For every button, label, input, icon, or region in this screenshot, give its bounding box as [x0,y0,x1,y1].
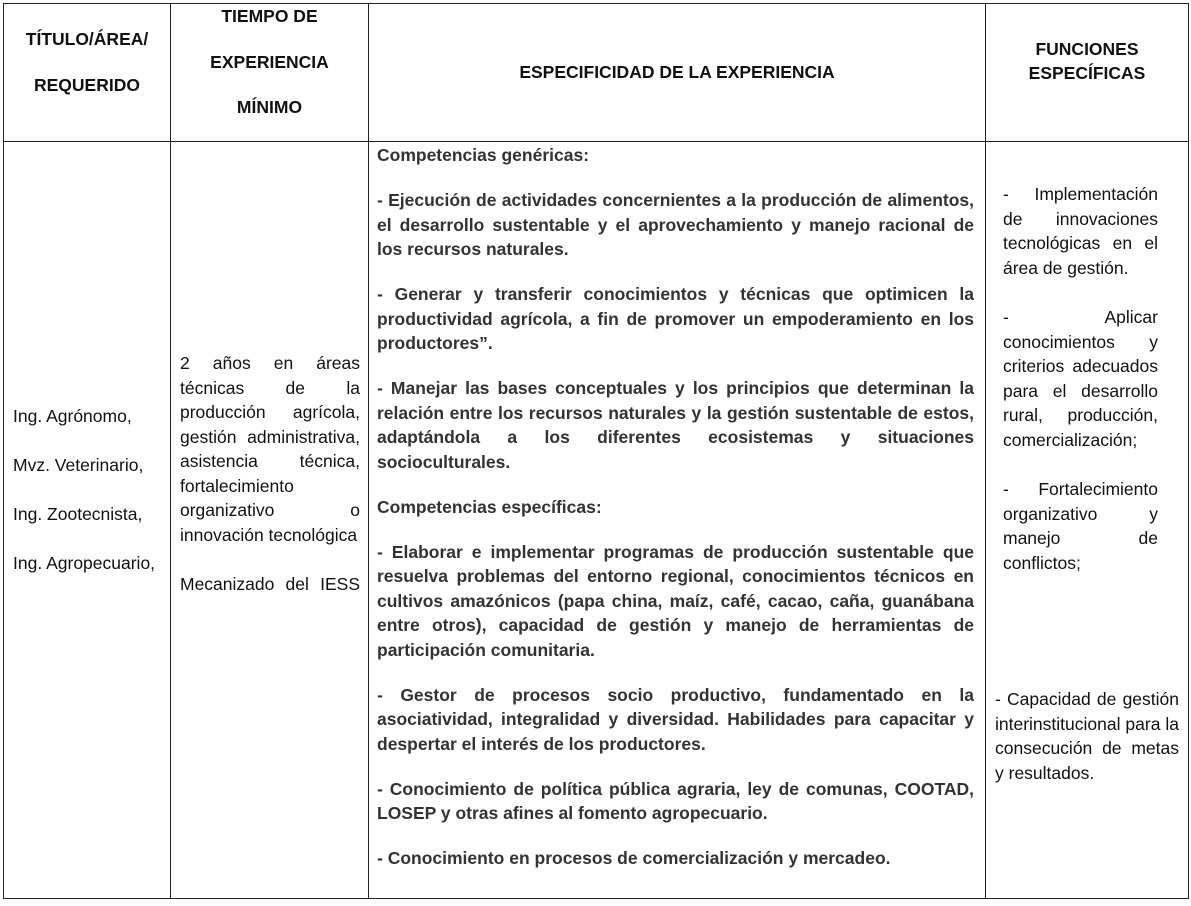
function-item: - Aplicar conocimientos y criterios adecuados para el desarrollo rural, producción, comercialización; [1003,306,1158,450]
competency-item: - Generar y transferir conocimientos y técnicas que optimicen la productividad agrícola, a fin de promover un empoderamiento en los productores”. [377,284,974,353]
header-specific-functions-line-1: FUNCIONES [1035,39,1139,59]
experience-extra-text: Mecanizado del IESS [180,573,360,594]
function-item: - Capacidad de gestión interinstitucional para la consecución de metas y resultados. [995,689,1179,783]
competency-item: - Ejecución de actividades concernientes a la producción de alimentos, el desarrollo sustentable y el aprovechamiento y manejo racional de los recursos naturales. [377,190,974,259]
header-experience-time-line-2: EXPERIENCIA [210,52,329,72]
function-item: - Implementación de innovaciones tecnológicas en el área de gestión. [1003,184,1158,278]
title-item: Ing. Zootecnista, [13,504,143,524]
header-experience-time [171,4,368,141]
competency-item: - Elaborar e implementar programas de producción sustentable que resuelva problemas del entorno regional, conocimientos técnicos en cultivos amazónicos (papa china, maíz, café, cacao, caña, guanábana entre otros), capacidad de gestión y manejo de herramientas de participación comunitaria. [377,541,974,660]
title-item: Ing. Agropecuario, [13,553,156,573]
competency-item: - Conocimiento de política pública agraria, ley de comunas, COOTAD, LOSEP y otras afines al fomento agropecuario. [377,778,974,823]
header-divider [3,141,1189,142]
generic-competencies-heading: Competencias genéricas: [377,145,590,165]
header-specific-functions [986,4,1188,141]
table-border-bottom [3,898,1189,899]
header-title-area-line-1: TÍTULO/ÁREA/ [25,29,149,49]
header-experience-time-line-1: TIEMPO DE [221,6,318,26]
experience-time-text: 2 años en áreas técnicas de la producción agrícola, gestión administrativa, asistencia técnica, fortalecimiento organizativo o innovación tecnológica [180,353,360,545]
function-item: - Fortalecimiento organizativo y manejo de conflictos; [1003,479,1158,573]
header-experience-time-line-3: MÍNIMO [236,97,303,117]
header-experience-specificity-text: ESPECIFICIDAD DE LA EXPERIENCIA [519,62,835,82]
header-experience-specificity [369,4,985,141]
header-specific-functions-line-2: ESPECÍFICAS [1028,63,1146,83]
functions-cell [1003,182,1158,600]
specificity-cell [377,143,974,891]
header-title-area-line-2: REQUERIDO [34,75,140,95]
competency-item: - Conocimiento en procesos de comercialización y mercadeo. [377,848,891,868]
functions-cell-last [995,687,1179,785]
title-item: Mvz. Veterinario, [13,455,144,475]
competency-item: - Gestor de procesos socio productivo, fundamentado en la asociatividad, integralidad y diversidad. Habilidades para capacitar y despertar el interés de los productores. [377,684,974,754]
experience-time-cell [180,351,360,596]
titles-cell [13,404,169,600]
specific-competencies-heading: Competencias específicas: [377,496,602,517]
table-border-right [1188,3,1189,899]
competency-item: - Manejar las bases conceptuales y los principios que determinan la relación entre los recursos naturales y la gestión sustentable de estos, adaptándola a los diferentes ecosistemas y situaciones socioculturales. [377,378,974,472]
header-title-area [4,4,170,141]
title-item: Ing. Agrónomo, [13,406,132,426]
